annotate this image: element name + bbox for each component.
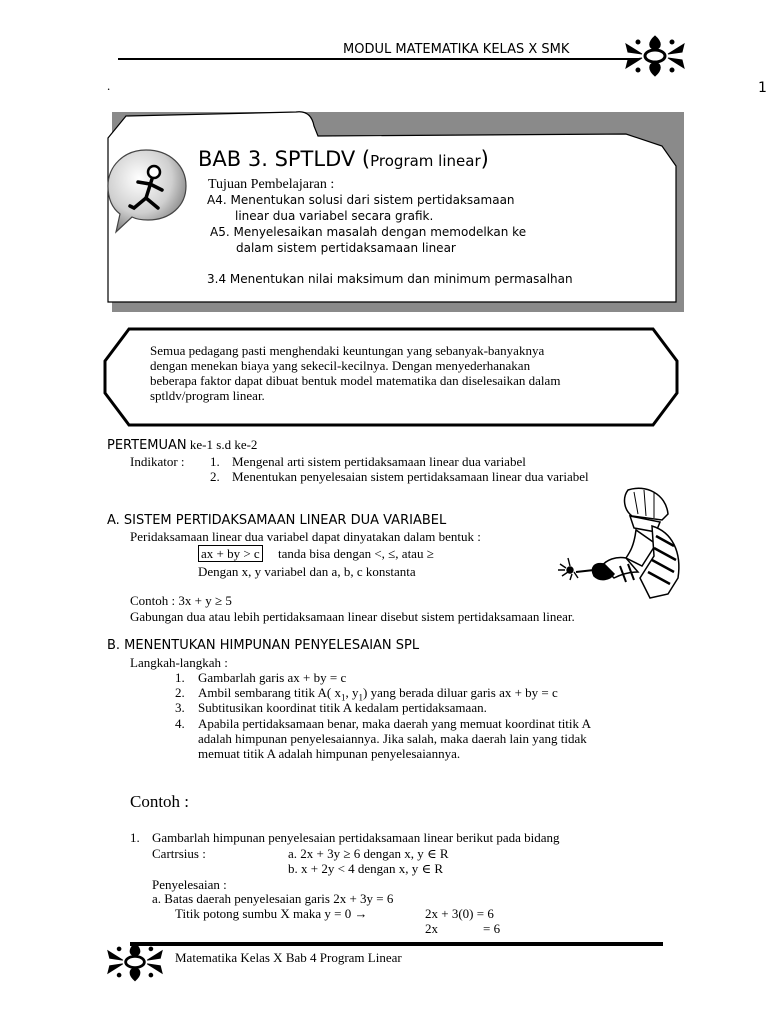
problem-1: Gambarlah himpunan penyelesaian pertidaksamaan linear berikut pada bidang	[152, 830, 560, 845]
cartesius-label: Cartrsius :	[152, 846, 206, 861]
section-a-summary: Gabungan dua atau lebih pertidaksamaan linear disebut sistem pertidaksamaan linear.	[130, 609, 575, 624]
meeting-label: PERTEMUAN	[107, 438, 187, 453]
step-2-part3: ) yang berada diluar garis ax + by = c	[362, 685, 558, 700]
step-2-sub1: 1	[340, 692, 346, 703]
solution-intersect: Titik potong sumbu X maka y = 0 →	[175, 906, 368, 921]
speech-bubble-runner-icon	[104, 146, 190, 240]
welder-worker-icon	[556, 486, 686, 600]
section-a-example: Contoh : 3x + y ≥ 5	[130, 593, 232, 608]
intro-line-4: sptldv/program linear.	[150, 388, 265, 403]
question-b: b. x + 2y < 4 dengan x, y ∈ R	[288, 861, 443, 876]
objective-a4-line1: A4. Menentukan solusi dari sistem pertidaksamaan	[207, 193, 515, 207]
header-dot: .	[107, 78, 111, 93]
problem-1-num: 1.	[130, 830, 140, 845]
step-2-part1: Ambil sembarang titik A( x	[198, 685, 341, 700]
chapter-title	[198, 147, 489, 171]
indicator-1: Mengenal arti sistem pertidaksamaan linear dua variabel	[232, 454, 526, 469]
step-4-line1: Apabila pertidaksamaan benar, maka daerah yang memuat koordinat titik A	[198, 716, 591, 731]
question-a: a. 2x + 3y ≥ 6 dengan x, y ∈ R	[288, 846, 449, 861]
step-3: Subtitusikan koordinat titik A kedalam pertidaksamaan.	[198, 700, 487, 715]
footer-ornament-icon	[106, 940, 164, 984]
chapter-title-close: )	[480, 147, 489, 171]
solution-label: Penyelesaian :	[152, 877, 227, 892]
header-ornament-icon	[624, 34, 686, 78]
indicator-1-num: 1.	[210, 454, 220, 469]
section-a-heading: A. SISTEM PERTIDAKSAMAAN LINEAR DUA VARIABEL	[107, 513, 447, 528]
intro-line-2: dengan menekan biaya yang sekecil-kecilnya. Dengan menyederhanakan	[150, 358, 531, 373]
section-a-formula-row	[198, 546, 434, 562]
footer-text: Matematika Kelas X Bab 4 Program Linear	[175, 950, 402, 965]
footer-rule	[130, 942, 663, 946]
meeting-range: ke-1 s.d ke-2	[186, 437, 258, 452]
objective-a5-line1: A5. Menyelesaikan masalah dengan memodelkan ke	[210, 225, 527, 239]
intro-line-1: Semua pedagang pasti menghendaki keuntungan yang sebanyak-banyaknya	[150, 343, 545, 358]
section-a-line3: Dengan x, y variabel dan a, b, c konstanta	[198, 564, 416, 579]
formula-note: tanda bisa dengan <, ≤, atau ≥	[277, 546, 434, 561]
intro-line-3: beberapa faktor dapat dibuat bentuk model matematika dan diselesaikan dalam	[150, 373, 561, 388]
step-3-num: 3.	[175, 700, 185, 715]
indicator-2-num: 2.	[210, 469, 220, 484]
objective-34	[207, 272, 573, 291]
step-1-num: 1.	[175, 670, 185, 685]
objective-a4-line2: linear dua variabel secara grafik.	[235, 209, 434, 223]
step-2-part2: , y	[345, 685, 359, 700]
step-1: Gambarlah garis ax + by = c	[198, 670, 347, 685]
chapter-title-main: BAB 3. SPTLDV (	[198, 147, 371, 171]
chapter-title-sub: Program linear	[370, 152, 481, 170]
step-4-num: 4.	[175, 716, 185, 731]
step-2-sub2: 1	[358, 692, 363, 703]
objectives-heading: Tujuan Pembelajaran :	[208, 177, 335, 192]
equation-2-left: 2x	[425, 921, 438, 936]
header-rule	[118, 58, 638, 60]
section-b-heading: B. MENENTUKAN HIMPUNAN PENYELESAIAN SPL	[107, 638, 420, 653]
solution-a: a. Batas daerah penyelesaian garis 2x + 3y = 6	[152, 891, 394, 906]
meeting-heading	[107, 437, 257, 453]
formula-box: ax + by > c	[198, 545, 263, 562]
steps-label: Langkah-langkah :	[130, 655, 228, 670]
objective-34-text: 3.4 Menentukan nilai maksimum dan minimum permasalhan	[207, 272, 573, 286]
example-heading: Contoh :	[130, 792, 190, 811]
step-2-num: 2.	[175, 685, 185, 700]
page-number: 1	[758, 80, 767, 96]
step-4-line2: adalah himpunan penyelesaiannya. Jika salah, maka daerah lain yang tidak	[198, 731, 587, 746]
step-4-line3: memuat titik A adalah himpunan penyelesaiannya.	[198, 746, 461, 761]
header-title: MODUL MATEMATIKA KELAS X SMK	[343, 42, 570, 57]
indicator-2: Menentukan penyelesaian sistem pertidaksamaan linear dua variabel	[232, 469, 589, 484]
objective-a5-line2: dalam sistem pertidaksamaan linear	[236, 241, 456, 255]
equation-1: 2x + 3(0) = 6	[425, 906, 494, 921]
indicator-label: Indikator :	[130, 454, 185, 469]
equation-2-right: = 6	[483, 921, 501, 936]
section-a-line1: Peridaksamaan linear dua variabel dapat dinyatakan dalam bentuk :	[130, 529, 481, 544]
